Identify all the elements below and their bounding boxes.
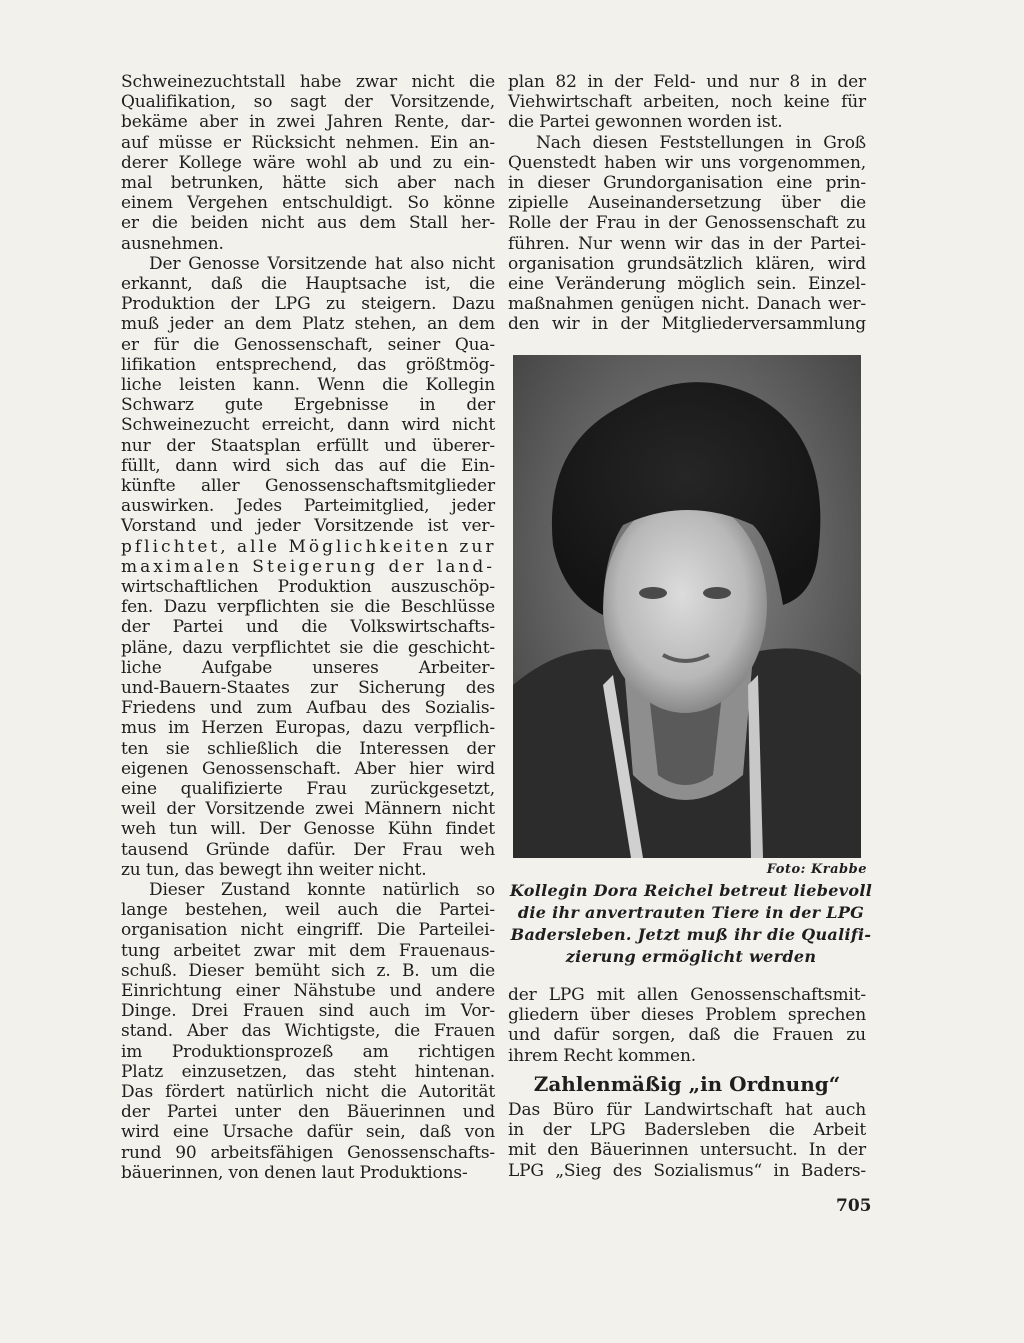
text-line: Qualifikation, so sagt der Vorsitzende, — [121, 92, 495, 112]
text-line: in der LPG Badersleben die Arbeit — [508, 1120, 866, 1140]
text-line: stand. Aber das Wichtigste, die Frauen — [121, 1021, 495, 1041]
caption-line: die ihr anvertrauten Tiere in der LPG — [517, 903, 865, 922]
text-line: zu tun, das bewegt ihn weiter nicht. — [121, 860, 427, 880]
text-line: ten sie schließlich die Interessen der — [121, 739, 495, 759]
text-line: plan 82 in der Feld- und nur 8 in der — [508, 72, 866, 92]
text-line: muß jeder an dem Platz stehen, an dem — [121, 314, 495, 334]
text-line: eigenen Genossenschaft. Aber hier wird — [121, 759, 495, 779]
text-line: bäuerinnen, von denen laut Produktions- — [121, 1163, 468, 1183]
text-line: den wir in der Mitgliederversammlung — [508, 314, 866, 334]
text-line: ihrem Recht kommen. — [508, 1046, 697, 1066]
text-line: Dieser Zustand konnte natürlich so — [149, 880, 495, 900]
text-line: maximalen Steigerung der land- — [121, 557, 495, 577]
text-line: Schweinezucht erreicht, dann wird nicht — [121, 415, 495, 435]
text-line: ausnehmen. — [121, 234, 224, 254]
text-line: im Produktionsprozeß am richtigen — [121, 1042, 495, 1062]
text-line: Vorstand und jeder Vorsitzende ist ver- — [121, 516, 495, 536]
text-line: Rolle der Frau in der Genossenschaft zu — [508, 213, 866, 233]
text-line: füllt, dann wird sich das auf die Ein- — [121, 456, 495, 476]
text-line: und dafür sorgen, daß die Frauen zu — [508, 1025, 866, 1045]
text-line: künfte aller Genossenschaftsmitglieder — [121, 476, 495, 496]
text-line: wirtschaftlichen Produktion auszuschöp- — [121, 577, 495, 597]
left-column — [121, 72, 495, 1182]
section-heading: Zahlenmäßig „in Ordnung“ — [533, 1072, 841, 1096]
text-line: er für die Genossenschaft, seiner Qua- — [121, 335, 495, 355]
caption-line: zierung ermöglicht werden — [565, 947, 817, 966]
text-line: mus im Herzen Europas, dazu verpflich- — [121, 718, 495, 738]
text-line: Nach diesen Feststellungen in Groß — [536, 133, 866, 153]
text-line: organisation nicht eingriff. Die Parteilei- — [121, 920, 495, 940]
text-line: maßnahmen genügen nicht. Danach wer- — [508, 294, 866, 314]
text-line: gliedern über dieses Problem sprechen — [508, 1005, 866, 1025]
text-line: nur der Staatsplan erfüllt und überer- — [121, 436, 495, 456]
text-line: rund 90 arbeitsfähigen Genossenschafts- — [121, 1143, 495, 1163]
text-line: und-Bauern-Staates zur Sicherung des — [121, 678, 495, 698]
caption-line: Badersleben. Jetzt muß ihr die Qualifi- — [510, 925, 872, 944]
text-line: eine qualifizierte Frau zurückgesetzt, — [121, 779, 495, 799]
text-line: organisation grundsätzlich klären, wird — [508, 254, 866, 274]
text-line: Schweinezuchtstall habe zwar nicht die — [121, 72, 495, 92]
text-line: Einrichtung einer Nähstube und andere — [121, 981, 495, 1001]
text-line: Quenstedt haben wir uns vorgenommen, — [508, 153, 866, 173]
right-column-top — [508, 72, 866, 342]
text-line: erkannt, daß die Hauptsache ist, die — [121, 274, 495, 294]
text-line: Schwarz gute Ergebnisse in der — [121, 395, 495, 415]
text-line: Produktion der LPG zu steigern. Dazu — [121, 294, 495, 314]
portrait-photo — [513, 355, 861, 858]
text-line: mal betrunken, hätte sich aber nach — [121, 173, 495, 193]
text-line: bekäme aber in zwei Jahren Rente, dar- — [121, 112, 495, 132]
text-line: pläne, dazu verpflichtet sie die geschicht- — [121, 638, 495, 658]
text-line: Viehwirtschaft arbeiten, noch keine für — [508, 92, 866, 112]
text-line: Der Genosse Vorsitzende hat also nicht — [149, 254, 495, 274]
text-line: Das Büro für Landwirtschaft hat auch — [508, 1100, 866, 1120]
photo-credit: Foto: Krabbe — [766, 862, 867, 877]
text-line: tausend Gründe dafür. Der Frau weh — [121, 840, 495, 860]
text-line: Platz einzusetzen, das steht hintenan. — [121, 1062, 495, 1082]
text-line: wird eine Ursache dafür sein, daß von — [121, 1122, 495, 1142]
text-line: führen. Nur wenn wir das in der Partei- — [508, 234, 866, 254]
photo-caption — [508, 880, 874, 968]
text-line: mit den Bäuerinnen untersucht. In der — [508, 1140, 866, 1160]
text-line: tung arbeitet zwar mit dem Frauenaus- — [121, 941, 495, 961]
text-line: weh tun will. Der Genosse Kühn findet — [121, 819, 495, 839]
text-line: lifikation entsprechend, das größtmög- — [121, 355, 495, 375]
text-line: schuß. Dieser bemüht sich z. B. um die — [121, 961, 495, 981]
text-line: Friedens und zum Aufbau des Sozialis- — [121, 698, 495, 718]
text-line: liche Aufgabe unseres Arbeiter- — [121, 658, 495, 678]
text-line: fen. Dazu verpflichten sie die Beschlüsse — [121, 597, 495, 617]
text-line: auf müsse er Rücksicht nehmen. Ein an- — [121, 133, 495, 153]
text-line: LPG „Sieg des Sozialismus“ in Baders- — [508, 1161, 866, 1181]
text-line: derer Kollege wäre wohl ab und zu ein- — [121, 153, 495, 173]
text-line: die Partei gewonnen worden ist. — [508, 112, 783, 132]
text-line: in dieser Grundorganisation eine prin- — [508, 173, 866, 193]
portrait-image — [513, 355, 861, 858]
text-line: der LPG mit allen Genossenschaftsmit- — [508, 985, 866, 1005]
text-line: Dinge. Drei Frauen sind auch im Vor- — [121, 1001, 495, 1021]
text-line: lange bestehen, weil auch die Partei- — [121, 900, 495, 920]
text-line: der Partei unter den Bäuerinnen und — [121, 1102, 495, 1122]
text-line: der Partei und die Volkswirtschafts- — [121, 617, 495, 637]
text-line: er die beiden nicht aus dem Stall her- — [121, 213, 495, 233]
page-number: 705 — [836, 1196, 872, 1216]
text-line: eine Veränderung möglich sein. Einzel- — [508, 274, 866, 294]
text-line: pflichtet, alle Möglichkeiten zur — [121, 537, 497, 557]
text-line: einem Vergehen entschuldigt. So könne — [121, 193, 495, 213]
text-line: weil der Vorsitzende zwei Männern nicht — [121, 799, 495, 819]
text-line: auswirken. Jedes Parteimitglied, jeder — [121, 496, 495, 516]
text-line: Das fördert natürlich nicht die Autorität — [121, 1082, 495, 1102]
caption-line: Kollegin Dora Reichel betreut liebevoll — [509, 881, 873, 900]
text-line: zipielle Auseinandersetzung über die — [508, 193, 866, 213]
text-line: liche leisten kann. Wenn die Kollegin — [121, 375, 495, 395]
